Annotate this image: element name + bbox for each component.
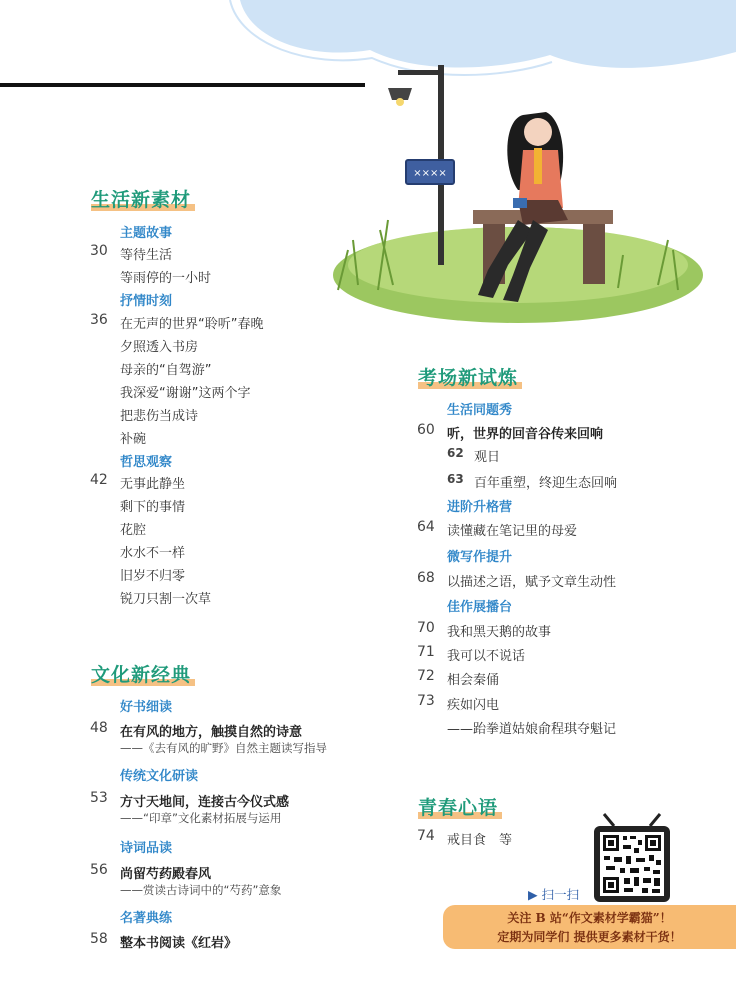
toc-item[interactable]: 尚留芍药殿春风	[120, 867, 212, 882]
page-number: 62	[447, 446, 464, 460]
page-number: 58	[90, 931, 108, 947]
toc-item[interactable]: 锐刀只割一次草	[120, 592, 212, 607]
qr-code-tv[interactable]	[592, 812, 672, 904]
toc-note: ——赏读古诗词中的“芍药”意象	[120, 883, 282, 897]
sub-micro-writing: 微写作提升	[447, 550, 513, 565]
sub-lyric: 抒情时刻	[120, 294, 173, 309]
toc-note: ——“印章”文化素材拓展与运用	[120, 811, 282, 825]
page-number: 74	[417, 828, 435, 844]
toc-item[interactable]: 相会秦俑	[447, 673, 500, 688]
toc-item[interactable]: 等待生活	[120, 248, 173, 263]
page-number: 72	[417, 668, 435, 684]
section-title-youth: 青春心语	[418, 793, 498, 820]
page-number: 71	[417, 644, 435, 660]
girl-on-bench-illustration	[318, 60, 708, 330]
toc-item[interactable]: 母亲的“自驾游”	[120, 363, 212, 378]
sub-good-books: 好书细读	[120, 700, 173, 715]
page-number: 60	[417, 422, 435, 438]
page-number: 36	[90, 312, 108, 328]
toc-item[interactable]: 方寸天地间，连接古今仪式感	[120, 795, 290, 810]
toc-item[interactable]: 以描述之语，赋予文章生动性	[447, 575, 617, 590]
section-title-culture: 文化新经典	[91, 660, 191, 687]
sub-poetry: 诗词品读	[120, 841, 173, 856]
sub-same-topic: 生活同题秀	[447, 403, 513, 418]
play-arrow-icon: ▶	[528, 887, 538, 902]
sub-thinking: 哲思观察	[120, 455, 173, 470]
promo-line-2: 定期为同学们 提供更多素材干货！	[497, 930, 682, 944]
toc-item[interactable]: 读懂藏在笔记里的母爱	[447, 524, 578, 539]
promo-banner[interactable]	[443, 905, 736, 949]
toc-item[interactable]: 戒目食 等	[447, 833, 513, 848]
sub-classics: 名著典练	[120, 911, 173, 926]
page-number: 73	[417, 693, 435, 709]
toc-item[interactable]: 我可以不说话	[447, 649, 526, 664]
sign-text: ××××	[413, 168, 447, 179]
toc-item[interactable]: 我深爱“谢谢”这两个字	[120, 386, 251, 401]
toc-item[interactable]: 听，世界的回音谷传来回响	[447, 427, 604, 442]
toc-item[interactable]: 剩下的事情	[120, 500, 186, 515]
toc-item[interactable]: 花腔	[120, 523, 147, 538]
toc-item[interactable]: 补碗	[120, 432, 147, 447]
page-number: 68	[417, 570, 435, 586]
sub-upgrade: 进阶升格营	[447, 500, 513, 515]
toc-item[interactable]: 旧岁不归零	[120, 569, 186, 584]
sub-traditional: 传统文化研读	[120, 769, 199, 784]
page-number: 70	[417, 620, 435, 636]
page-number: 30	[90, 243, 108, 259]
scan-label: ▶ 扫一扫	[528, 887, 580, 902]
header-rule	[0, 83, 365, 87]
toc-item[interactable]: 在无声的世界“聆听”春晚	[120, 317, 264, 332]
toc-note: ——《去有风的旷野》自然主题读写指导	[120, 741, 327, 755]
page-number: 56	[90, 862, 108, 878]
toc-item[interactable]: 百年重塑，终迎生态回响	[474, 476, 618, 491]
page-number: 64	[417, 519, 435, 535]
toc-item[interactable]: 把悲伤当成诗	[120, 409, 199, 424]
toc-note: ——跆拳道姑娘俞程琪夺魁记	[447, 722, 617, 737]
toc-item[interactable]: 夕照透入书房	[120, 340, 199, 355]
section-title-life: 生活新素材	[91, 185, 191, 212]
page-number: 53	[90, 790, 108, 806]
page-number: 48	[90, 720, 108, 736]
page-number: 63	[447, 472, 464, 486]
sub-theme-story: 主题故事	[120, 226, 173, 241]
toc-item[interactable]: 等雨停的一小时	[120, 271, 212, 286]
toc-item[interactable]: 疾如闪电	[447, 698, 500, 713]
sub-showcase: 佳作展播台	[447, 600, 513, 615]
toc-item[interactable]: 在有风的地方，触摸自然的诗意	[120, 725, 303, 740]
toc-item[interactable]: 整本书阅读《红岩》	[120, 936, 238, 951]
toc-item[interactable]: 无事此静坐	[120, 477, 186, 492]
toc-item[interactable]: 观日	[474, 450, 501, 465]
section-title-exam: 考场新试炼	[418, 363, 518, 390]
toc-item[interactable]: 水水不一样	[120, 546, 186, 561]
toc-item[interactable]: 我和黑天鹅的故事	[447, 625, 552, 640]
page-number: 42	[90, 472, 108, 488]
promo-line-1: 关注 B 站“作文素材学霸猫”！	[507, 911, 672, 925]
